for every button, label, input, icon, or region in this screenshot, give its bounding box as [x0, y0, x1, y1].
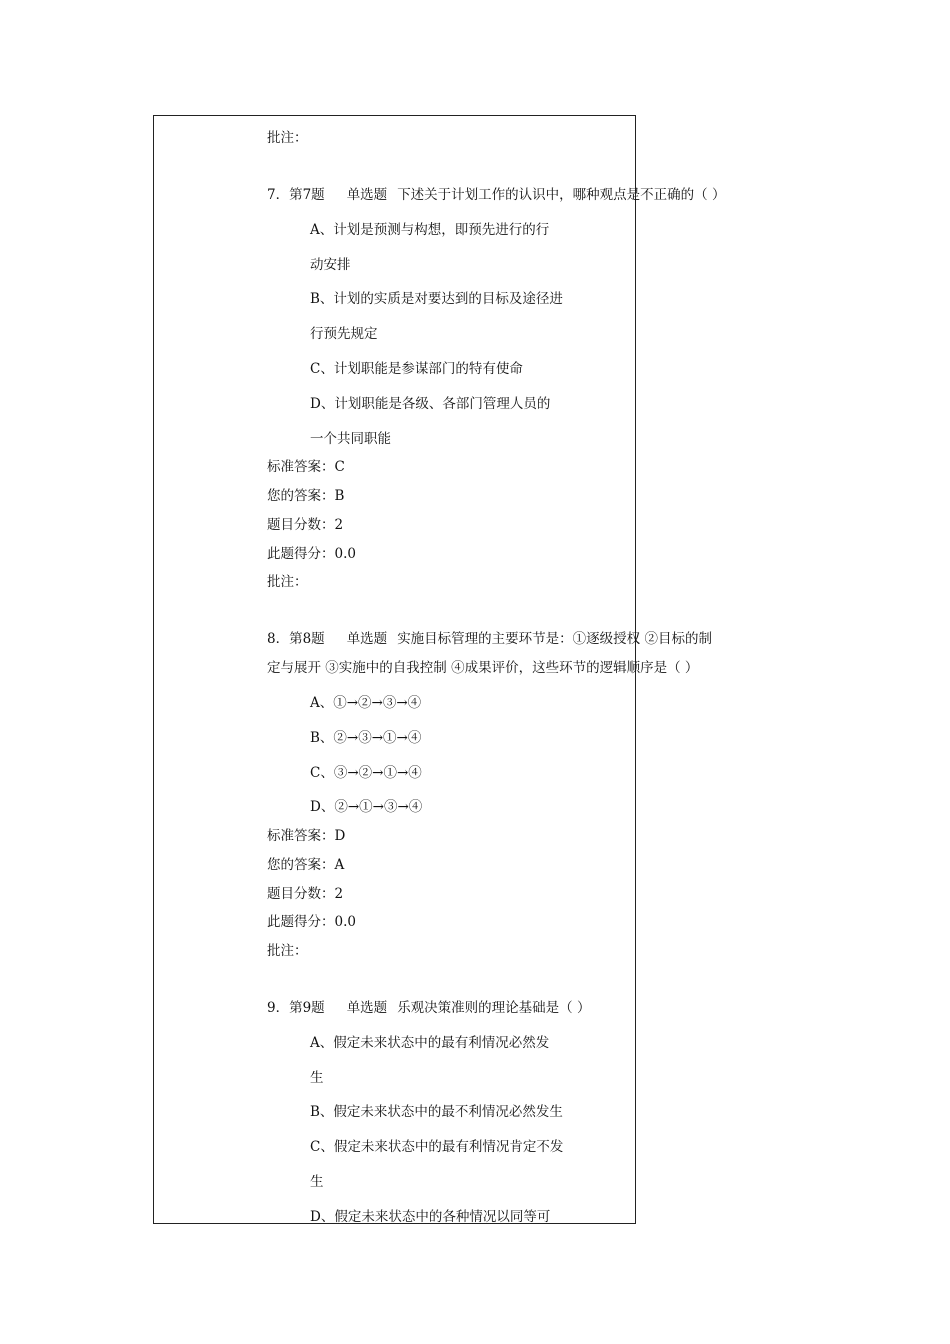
- question-score: 题目分数：2: [267, 517, 344, 533]
- question-number: 7．第7题: [267, 187, 325, 203]
- option-a-line1: A、计划是预测与构想，即预先进行的行: [310, 222, 550, 238]
- option-c-line1: C、假定未来状态中的最有利情况肯定不发: [310, 1139, 564, 1155]
- option-d-line2: 一个共同职能: [310, 431, 391, 447]
- option-c-line1: C、计划职能是参谋部门的特有使命: [310, 361, 523, 377]
- standard-answer: 标准答案：D: [267, 828, 346, 844]
- option-c-line2: 生: [310, 1174, 324, 1190]
- remark-label: 批注：: [267, 130, 308, 146]
- option-b-line1: B、假定未来状态中的最不利情况必然发生: [310, 1104, 563, 1120]
- score-got: 此题得分：0.0: [267, 914, 356, 930]
- question-stem: 乐观决策准则的理论基础是（ ）: [397, 1000, 591, 1016]
- option-b-line1: B、②→③→①→④: [310, 730, 422, 746]
- question-header: [267, 186, 725, 204]
- option-b-line1: B、计划的实质是对要达到的目标及途径进: [310, 291, 563, 307]
- option-c-line1: C、③→②→①→④: [310, 765, 422, 781]
- your-answer: 您的答案：B: [267, 488, 345, 504]
- remark-label: 批注：: [267, 943, 308, 959]
- standard-answer: 标准答案：C: [267, 459, 345, 475]
- question-number: 8．第8题: [267, 631, 325, 647]
- option-d-line1: D、假定未来状态中的各种情况以同等可: [310, 1209, 551, 1225]
- question-header: [267, 999, 590, 1017]
- question-header: [267, 630, 712, 648]
- option-a-line2: 动安排: [310, 257, 351, 273]
- question-type: 单选题: [346, 631, 388, 647]
- option-a-line2: 生: [310, 1070, 324, 1086]
- question-stem: 下述关于计划工作的认识中，哪种观点是不正确的（ ）: [397, 187, 726, 203]
- option-a-line1: A、①→②→③→④: [310, 695, 422, 711]
- your-answer: 您的答案：A: [267, 857, 345, 873]
- question-type: 单选题: [346, 1000, 388, 1016]
- question-stem-line1: 实施目标管理的主要环节是：①逐级授权 ②目标的制: [397, 631, 712, 647]
- option-b-line2: 行预先规定: [310, 326, 378, 342]
- option-a-line1: A、假定未来状态中的最有利情况必然发: [310, 1035, 550, 1051]
- question-number: 9．第9题: [267, 1000, 325, 1016]
- remark-label: 批注：: [267, 574, 308, 590]
- question-score: 题目分数：2: [267, 886, 344, 902]
- question-type: 单选题: [346, 187, 388, 203]
- option-d-line1: D、②→①→③→④: [310, 799, 423, 815]
- question-stem-line2: 定与展开 ③实施中的自我控制 ④成果评价，这些环节的逻辑顺序是（ ）: [267, 660, 699, 676]
- score-got: 此题得分：0.0: [267, 546, 356, 562]
- option-d-line1: D、计划职能是各级、各部门管理人员的: [310, 396, 551, 412]
